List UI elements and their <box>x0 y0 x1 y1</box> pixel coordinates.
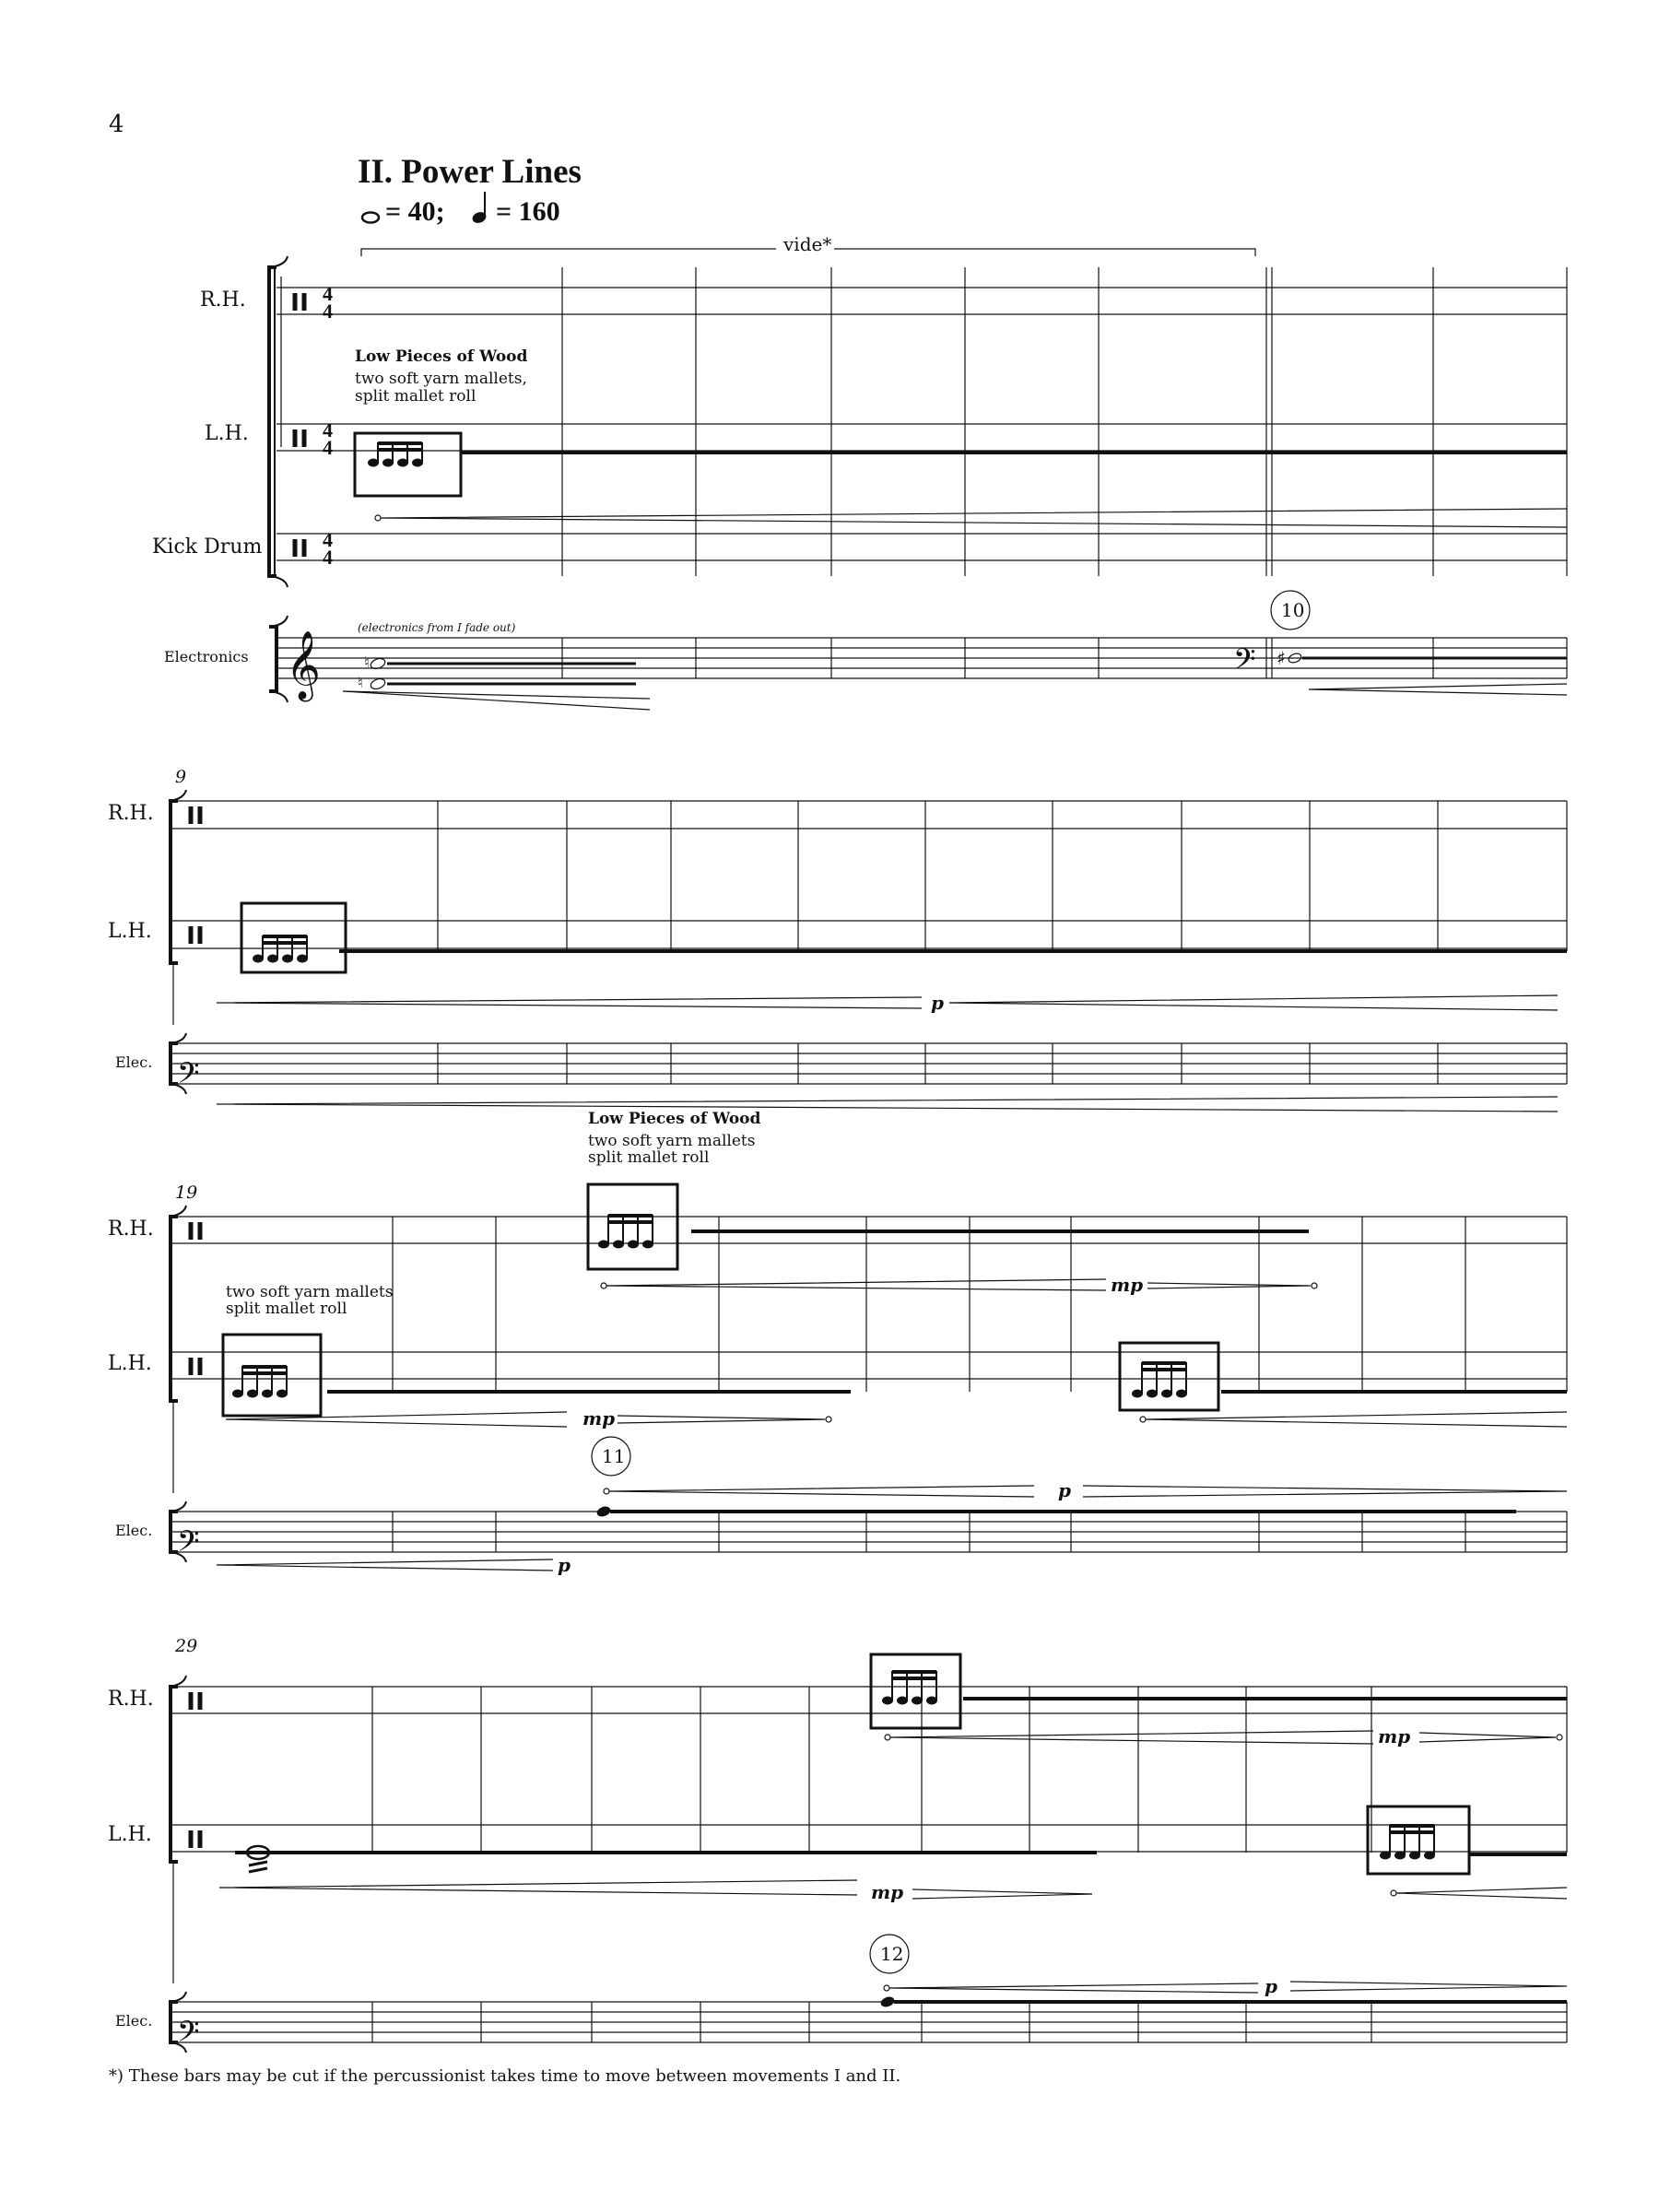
percussion-clef-kick <box>295 539 304 557</box>
wood-instruction-line-2: split mallet roll <box>355 387 477 406</box>
staff-label-lh: L.H. <box>205 422 249 445</box>
system-2 <box>171 790 1567 1112</box>
dynamic-p: p <box>931 992 944 1014</box>
svg-text:4: 4 <box>323 282 333 305</box>
dynamic-p-elec: p <box>1058 1479 1071 1501</box>
svg-text:4: 4 <box>323 436 333 459</box>
staff-label-elec-3: Elec. <box>115 1522 153 1539</box>
staff-label-electronics: Electronics <box>164 648 249 665</box>
staff-label-kick-drum: Kick Drum <box>152 535 263 559</box>
dynamic-p-elec-3: p <box>1265 1975 1277 1997</box>
wood-instruction-title: Low Pieces of Wood <box>355 347 528 366</box>
svg-text:4: 4 <box>323 546 333 569</box>
bar-number-9: 9 <box>175 767 187 787</box>
electronics-notes <box>332 653 650 710</box>
system-3 <box>171 1184 1567 1571</box>
sixteenth-notes <box>368 459 423 467</box>
dynamic-mp-lh-2: mp <box>871 1881 904 1903</box>
svg-text:4: 4 <box>323 300 333 323</box>
staff-label-rh: R.H. <box>200 288 246 312</box>
movement-title: II. Power Lines <box>358 153 582 191</box>
rehearsal-mark-12: 12 <box>880 1943 904 1965</box>
tempo-marking-b: = 160 <box>496 196 560 227</box>
treble-clef: 𝄞 <box>286 631 321 700</box>
bass-clef: 𝄢 <box>1233 642 1256 683</box>
percussion-clef-rh <box>295 293 304 311</box>
staff-label-lh-4: L.H. <box>108 1823 152 1846</box>
staff-label-elec-4: Elec. <box>115 2012 153 2030</box>
footnote: *) These bars may be cut if the percussionist takes time to move between movements I and II. <box>109 2066 901 2086</box>
svg-text:♯: ♯ <box>1277 647 1286 669</box>
lh-instruction-line-b: split mallet roll <box>226 1300 347 1318</box>
svg-text:𝄢: 𝄢 <box>177 1056 200 1097</box>
svg-text:4: 4 <box>323 528 333 551</box>
rehearsal-mark-11: 11 <box>602 1445 626 1467</box>
vide-label: vide* <box>783 233 832 255</box>
svg-text:♮: ♮ <box>364 653 370 671</box>
time-signatures <box>323 282 333 569</box>
staff-label-rh-2: R.H. <box>108 802 154 825</box>
dynamic-mp-rh-2: mp <box>1378 1725 1411 1747</box>
system-4 <box>171 1654 1567 2055</box>
dynamic-mp-rh: mp <box>1111 1274 1144 1296</box>
percussion-clef-lh <box>295 429 304 447</box>
svg-text:4: 4 <box>323 418 333 441</box>
electronics-fade-note: (electronics from I fade out) <box>358 621 516 634</box>
staff-label-elec-2: Elec. <box>115 1053 153 1071</box>
page-number: 4 <box>109 111 124 138</box>
barlines-system-2 <box>438 801 1567 1084</box>
staff-label-lh-2: L.H. <box>108 920 152 943</box>
lh-instruction-line-a: two soft yarn mallets <box>226 1283 394 1301</box>
wood-instruction-line-2a: two soft yarn mallets <box>588 1132 756 1150</box>
wood-instruction-line-2b: split mallet roll <box>588 1148 710 1167</box>
rehearsal-mark-10: 10 <box>1281 599 1305 621</box>
staff-label-rh-3: R.H. <box>108 1218 154 1241</box>
tempo-marking-a: = 40; <box>385 196 445 227</box>
staff-label-lh-3: L.H. <box>108 1352 152 1375</box>
svg-text:𝄢: 𝄢 <box>177 2015 200 2055</box>
bar-number-29: 29 <box>175 1636 198 1656</box>
dynamic-mp-lh: mp <box>582 1407 616 1430</box>
staff-label-rh-4: R.H. <box>108 1688 154 1711</box>
wood-instruction-line-1: two soft yarn mallets, <box>355 370 527 388</box>
dynamic-p-elec-2: p <box>558 1554 571 1576</box>
wood-instruction-title-2: Low Pieces of Wood <box>588 1110 761 1128</box>
svg-text:𝄢: 𝄢 <box>177 1524 200 1565</box>
svg-text:♮: ♮ <box>358 674 363 691</box>
barlines-system-3 <box>393 1217 1567 1552</box>
bar-number-19: 19 <box>175 1182 198 1203</box>
